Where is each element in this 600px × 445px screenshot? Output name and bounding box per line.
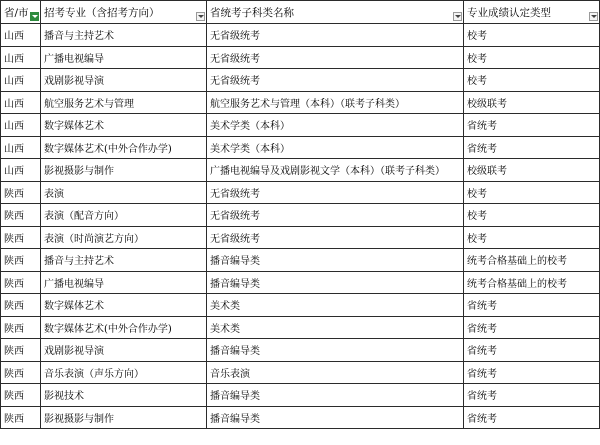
score-type-cell[interactable]: 省统考 [464,294,600,317]
table-row [1,294,600,317]
table-row [1,316,600,339]
subject-category-cell[interactable]: 美术学类（本科） [207,136,464,159]
column-header-label: 招考专业（含招考方向） [44,6,160,19]
filter-active-icon[interactable] [30,12,39,21]
major-cell[interactable]: 表演 [41,181,207,204]
score-type-cell[interactable]: 校考 [464,204,600,227]
subject-category-cell[interactable]: 广播电视编导及戏剧影视文学（本科）（联考子科类） [207,159,464,182]
column-header[interactable] [41,1,207,24]
table-row [1,226,600,249]
province-cell[interactable]: 山西 [1,91,41,114]
province-cell[interactable]: 山西 [1,69,41,92]
column-header-label: 省/市 [4,6,29,19]
major-cell[interactable]: 航空服务艺术与管理 [41,91,207,114]
province-cell[interactable]: 陕西 [1,294,41,317]
table-row [1,136,600,159]
table-row [1,114,600,137]
score-type-cell[interactable]: 省统考 [464,339,600,362]
subject-category-cell[interactable]: 无省级统考 [207,46,464,69]
province-cell[interactable]: 山西 [1,136,41,159]
major-cell[interactable]: 影视摄影与制作 [41,406,207,429]
province-cell[interactable]: 山西 [1,114,41,137]
score-type-cell[interactable]: 校考 [464,181,600,204]
score-type-cell[interactable]: 省统考 [464,361,600,384]
score-type-cell[interactable]: 省统考 [464,136,600,159]
table-row [1,271,600,294]
major-cell[interactable]: 广播电视编导 [41,271,207,294]
major-cell[interactable]: 戏剧影视导演 [41,69,207,92]
province-cell[interactable]: 山西 [1,24,41,47]
table-row [1,46,600,69]
major-cell[interactable]: 影视摄影与制作 [41,159,207,182]
subject-category-cell[interactable]: 无省级统考 [207,24,464,47]
table-row [1,24,600,47]
subject-category-cell[interactable]: 播音编导类 [207,339,464,362]
column-header-label: 专业成绩认定类型 [467,6,551,19]
filter-dropdown-icon[interactable] [453,12,462,21]
table-row [1,339,600,362]
score-type-cell[interactable]: 统考合格基础上的校考 [464,249,600,272]
subject-category-cell[interactable]: 无省级统考 [207,69,464,92]
column-header-label: 省统考子科类名称 [210,6,294,19]
province-cell[interactable]: 陕西 [1,384,41,407]
filter-dropdown-icon[interactable] [589,12,598,21]
province-cell[interactable]: 陕西 [1,361,41,384]
subject-category-cell[interactable]: 无省级统考 [207,226,464,249]
province-cell[interactable]: 陕西 [1,249,41,272]
table-row [1,361,600,384]
column-header[interactable] [464,1,600,24]
score-type-cell[interactable]: 省统考 [464,316,600,339]
major-cell[interactable]: 数字媒体艺术(中外合作办学) [41,136,207,159]
subject-category-cell[interactable]: 播音编导类 [207,406,464,429]
province-cell[interactable]: 陕西 [1,339,41,362]
table-row [1,249,600,272]
table-row [1,384,600,407]
subject-category-cell[interactable]: 音乐表演 [207,361,464,384]
table-row [1,159,600,182]
major-cell[interactable]: 数字媒体艺术(中外合作办学) [41,316,207,339]
major-cell[interactable]: 戏剧影视导演 [41,339,207,362]
subject-category-cell[interactable]: 播音编导类 [207,384,464,407]
subject-category-cell[interactable]: 播音编导类 [207,249,464,272]
major-cell[interactable]: 广播电视编导 [41,46,207,69]
major-cell[interactable]: 影视技术 [41,384,207,407]
subject-category-cell[interactable]: 无省级统考 [207,181,464,204]
table-row [1,181,600,204]
major-cell[interactable]: 表演（时尚演艺方向） [41,226,207,249]
header-row [1,1,600,24]
subject-category-cell[interactable]: 无省级统考 [207,204,464,227]
major-cell[interactable]: 音乐表演（声乐方向） [41,361,207,384]
score-type-cell[interactable]: 校级联考 [464,159,600,182]
table-row [1,69,600,92]
province-cell[interactable]: 陕西 [1,226,41,249]
table-row [1,204,600,227]
province-cell[interactable]: 陕西 [1,316,41,339]
score-type-cell[interactable]: 校考 [464,226,600,249]
column-header[interactable] [1,1,41,24]
score-type-cell[interactable]: 校考 [464,46,600,69]
score-type-cell[interactable]: 校级联考 [464,91,600,114]
score-type-cell[interactable]: 省统考 [464,114,600,137]
subject-category-cell[interactable]: 美术类 [207,294,464,317]
province-cell[interactable]: 陕西 [1,406,41,429]
major-cell[interactable]: 数字媒体艺术 [41,114,207,137]
province-cell[interactable]: 陕西 [1,204,41,227]
major-cell[interactable]: 播音与主持艺术 [41,249,207,272]
score-type-cell[interactable]: 省统考 [464,406,600,429]
score-type-cell[interactable]: 省统考 [464,384,600,407]
major-cell[interactable]: 数字媒体艺术 [41,294,207,317]
filter-dropdown-icon[interactable] [196,12,205,21]
table-row [1,406,600,429]
table-row [1,91,600,114]
score-type-cell[interactable]: 统考合格基础上的校考 [464,271,600,294]
major-cell[interactable]: 表演（配音方向） [41,204,207,227]
province-cell[interactable]: 山西 [1,46,41,69]
province-cell[interactable]: 山西 [1,159,41,182]
score-type-cell[interactable]: 校考 [464,69,600,92]
major-cell[interactable]: 播音与主持艺术 [41,24,207,47]
score-type-cell[interactable]: 校考 [464,24,600,47]
subject-category-cell[interactable]: 美术学类（本科） [207,114,464,137]
subject-category-cell[interactable]: 播音编导类 [207,271,464,294]
province-cell[interactable]: 陕西 [1,271,41,294]
column-header[interactable] [207,1,464,24]
subject-category-cell[interactable]: 航空服务艺术与管理（本科）（联考子科类） [207,91,464,114]
subject-category-cell[interactable]: 美术类 [207,316,464,339]
province-cell[interactable]: 陕西 [1,181,41,204]
